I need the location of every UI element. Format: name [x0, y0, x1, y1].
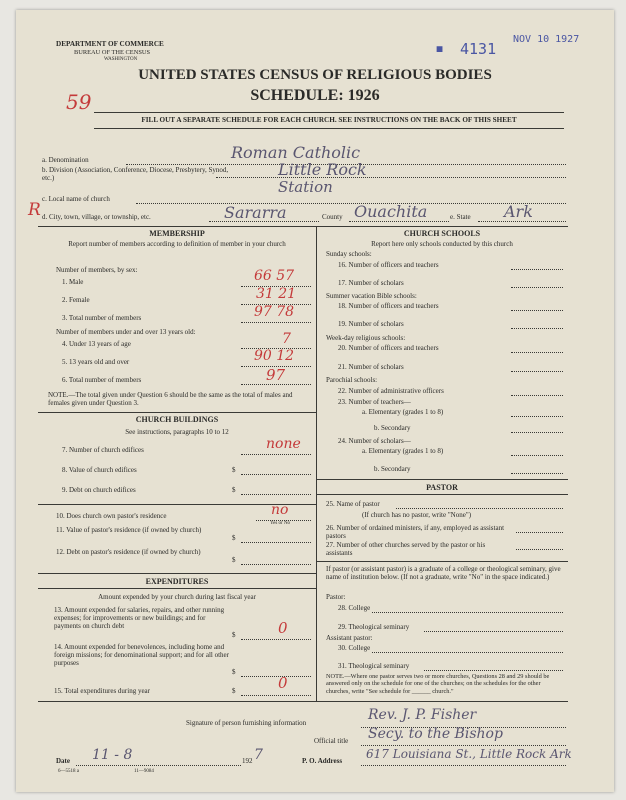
expenditures-instruction: Amount expended by your church during last fiscal year [98, 593, 256, 601]
q30-line [372, 652, 563, 653]
q14-dollar: $ [232, 668, 236, 676]
official-title-line [361, 745, 566, 746]
graduate-note: If pastor (or assistant pastor) is a graduate of a college or theological seminary, give name of institution below. (If not a graduate, write "No" in the space indicated.) [326, 565, 561, 582]
assistant-pastor-label: Assistant pastor: [326, 634, 373, 642]
q18-line [511, 310, 563, 311]
q3-value: 97 78 [254, 304, 295, 320]
pastor-heading: PASTOR [426, 483, 458, 492]
handwritten-schedule-number: 59 [66, 90, 92, 114]
local-name-label: c. Local name of church [42, 195, 110, 203]
q9-line [241, 494, 311, 495]
stamp-date: NOV 10 1927 [513, 34, 580, 45]
q16-line [511, 269, 563, 270]
q14-line [241, 676, 311, 677]
q16-label: 16. Number of officers and teachers [338, 261, 439, 269]
q28-label: 28. College [338, 604, 371, 612]
q18-label: 18. Number of officers and teachers [338, 302, 439, 310]
q31-label: 31. Theological seminary [338, 662, 410, 670]
age-group-label: Number of members under and over 13 years old: [56, 328, 196, 336]
q25-label: 25. Name of pastor [326, 500, 380, 508]
denomination-label: a. Denomination [42, 156, 89, 164]
state-line [478, 221, 566, 222]
corner-mark: R [28, 200, 41, 220]
q27-line [516, 549, 563, 550]
q24a-label: a. Elementary (grades 1 to 8) [362, 447, 444, 455]
q4-value: 7 [282, 331, 291, 347]
date-year-printed: 192 [242, 757, 253, 765]
division-value: Little Rock [278, 160, 367, 179]
pastor-education-label: Pastor: [326, 593, 346, 601]
q10-label: 10. Does church own pastor's residence [56, 512, 167, 520]
separate-schedule-instruction: FILL OUT A SEPARATE SCHEDULE FOR EACH CHURCH. SEE INSTRUCTIONS ON THE BACK OF THIS SHEET [141, 116, 517, 124]
q31-line [424, 670, 563, 671]
column-divider [316, 226, 317, 701]
q24a-line [511, 455, 563, 456]
q30-label: 30. College [338, 644, 371, 652]
q23a-label: a. Elementary (grades 1 to 8) [362, 408, 444, 416]
city-value: Sararra [224, 203, 287, 222]
q15-label: 15. Total expenditures during year [54, 687, 150, 695]
bureau-name: BUREAU OF THE CENSUS [74, 49, 151, 56]
q25-hint: (If church has no pastor, write "None") [362, 511, 472, 519]
q6-label: 6. Total number of members [62, 376, 142, 384]
date-line [76, 765, 241, 766]
q8-line [241, 474, 311, 475]
division-value-2: Station [278, 178, 333, 196]
q15-line [241, 695, 311, 696]
membership-heading: MEMBERSHIP [149, 229, 205, 238]
official-title-value: Secy. to the Bishop [368, 726, 503, 742]
expenditures-heading: EXPENDITURES [145, 577, 209, 586]
print-number: 11—9084 [134, 769, 154, 774]
q8-label: 8. Value of church edifices [62, 466, 137, 474]
date-label: Date [56, 757, 70, 765]
city-label: d. City, town, village, or township, etc. [42, 213, 151, 221]
q26-line [516, 532, 563, 533]
signature-value: Rev. J. P. Fisher [368, 707, 477, 723]
q6-line [241, 384, 311, 385]
department-name: DEPARTMENT OF COMMERCE [56, 40, 164, 48]
q13-line [241, 639, 311, 640]
q7-value: none [266, 436, 301, 452]
q15-value: 0 [278, 674, 288, 692]
q17-line [511, 287, 563, 288]
po-address-line [361, 765, 566, 766]
q3-line [241, 322, 311, 323]
q12-dollar: $ [232, 556, 236, 564]
q10-hint: Yes or No [270, 521, 291, 526]
census-schedule-sheet [16, 10, 614, 792]
county-label: County [322, 213, 343, 221]
q14-label: 14. Amount expended for benevolences, including home and foreign missions; for denominational support; and for all other purposes [54, 643, 229, 668]
q29-line [424, 631, 563, 632]
official-title-label: Official title [314, 737, 349, 745]
q9-label: 9. Debt on church edifices [62, 486, 136, 494]
division-label: b. Division (Association, Conference, Diocese, Presbytery, Synod, etc.) [42, 166, 229, 183]
q5-label: 5. 13 years old and over [62, 358, 130, 366]
q2-value: 31 21 [256, 286, 297, 302]
date-year-handwritten: 7 [254, 747, 263, 763]
q23a-line [511, 416, 563, 417]
q11-label: 11. Value of pastor's residence (if owned by church) [56, 526, 202, 534]
q11-line [241, 542, 311, 543]
q24-label: 24. Number of scholars— [338, 437, 411, 445]
weekday-schools-label: Week-day religious schools: [326, 334, 406, 342]
q5-value: 90 12 [254, 348, 295, 364]
membership-note: NOTE.—The total given under Question 6 should be the same as the total of males and females given under Question 3. [48, 391, 293, 408]
sunday-schools-label: Sunday schools: [326, 250, 372, 258]
q7-line [241, 454, 311, 455]
q24b-label: b. Secondary [374, 465, 411, 473]
q10-value: no [271, 502, 289, 518]
q8-dollar: $ [232, 466, 236, 474]
stamp-marker: ▪ [435, 39, 445, 57]
q13-dollar: $ [232, 631, 236, 639]
church-buildings-heading: CHURCH BUILDINGS [135, 415, 219, 424]
q6-value: 97 [266, 366, 286, 384]
denomination-value: Roman Catholic [231, 143, 361, 162]
q20-label: 20. Number of officers and teachers [338, 344, 439, 352]
buildings-instruction: See instructions, paragraphs 10 to 12 [125, 428, 229, 436]
parochial-schools-label: Parochial schools: [326, 376, 378, 384]
q9-dollar: $ [232, 486, 236, 494]
q17-label: 17. Number of scholars [338, 279, 404, 287]
q13-value: 0 [278, 619, 288, 637]
state-value: Ark [504, 202, 533, 221]
q12-line [241, 564, 311, 565]
members-by-sex-label: Number of members, by sex: [56, 266, 138, 274]
q23-label: 23. Number of teachers— [338, 398, 411, 406]
q12-label: 12. Debt on pastor's residence (if owned by church) [56, 548, 201, 556]
q4-label: 4. Under 13 years of age [62, 340, 131, 348]
q3-label: 3. Total number of members [62, 314, 142, 322]
division-line [216, 177, 566, 178]
q23b-label: b. Secondary [374, 424, 411, 432]
q23b-line [511, 432, 563, 433]
q20-line [511, 352, 563, 353]
q19-label: 19. Number of scholars [338, 320, 404, 328]
q1-value: 66 57 [254, 268, 295, 284]
date-value: 11 - 8 [92, 747, 133, 763]
form-number: 6—5518 a [58, 769, 79, 774]
q26-label: 26. Number of ordained ministers, if any, employed as assistant pastors [326, 524, 505, 541]
pastor-note: NOTE.—Where one pastor serves two or more churches, Questions 28 and 29 should be answered only on the schedule for one of the churches; on the schedules for the other churches, write "See schedule for ______ church." [326, 673, 550, 695]
church-schools-heading: CHURCH SCHOOLS [403, 229, 481, 238]
summer-schools-label: Summer vacation Bible schools: [326, 292, 417, 300]
form-title: UNITED STATES CENSUS OF RELIGIOUS BODIES [138, 67, 492, 83]
q25-line [396, 508, 563, 509]
signature-label: Signature of person furnishing information [186, 719, 307, 727]
q11-dollar: $ [232, 534, 236, 542]
bureau-city: WASHINGTON [104, 57, 138, 62]
q22-label: 22. Number of administrative officers [338, 387, 444, 395]
section-frame-top [38, 226, 568, 227]
po-address-label: P. O. Address [302, 757, 343, 765]
q19-line [511, 328, 563, 329]
po-address-value: 617 Louisiana St., Little Rock Ark [366, 747, 572, 761]
county-line [349, 221, 449, 222]
q29-label: 29. Theological seminary [338, 623, 410, 631]
q13-label: 13. Amount expended for salaries, repairs, and other running expenses; for improvements or new buildings; and for payments on church debt [54, 606, 225, 631]
q1-label: 1. Male [62, 278, 84, 286]
stamp-number: 4131 [460, 40, 497, 58]
form-subtitle: SCHEDULE: 1926 [250, 87, 380, 104]
q2-label: 2. Female [62, 296, 90, 304]
schools-instruction: Report here only schools conducted by this church [371, 240, 513, 248]
q28-line [372, 612, 563, 613]
q21-label: 21. Number of scholars [338, 363, 404, 371]
state-label: e. State [450, 213, 471, 221]
q27-label: 27. Number of other churches served by the pastor or his assistants [326, 541, 486, 558]
q22-line [511, 395, 563, 396]
q21-line [511, 371, 563, 372]
county-value: Ouachita [354, 202, 428, 221]
section-frame-bottom [38, 701, 568, 702]
local-name-line [136, 203, 566, 204]
q24b-line [511, 473, 563, 474]
q7-label: 7. Number of church edifices [62, 446, 144, 454]
membership-instruction: Report number of members according to definition of member in your church [68, 240, 286, 248]
q15-dollar: $ [232, 687, 236, 695]
